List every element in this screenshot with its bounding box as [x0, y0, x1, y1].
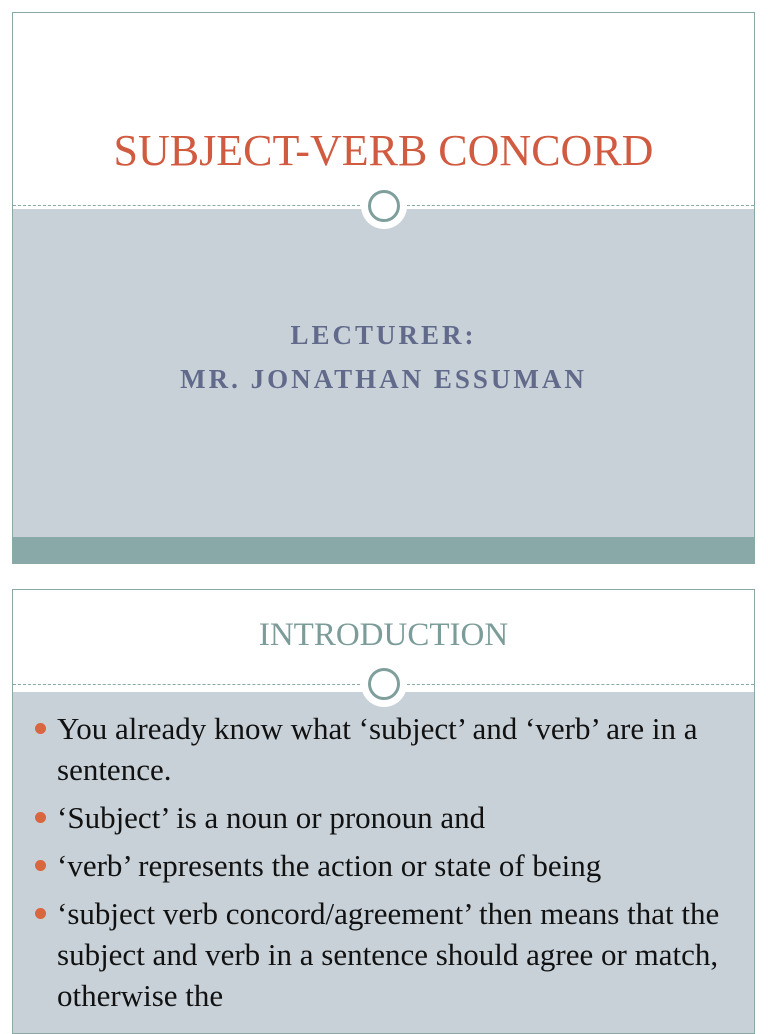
bullet-text: You already know what ‘subject’ and ‘verb’ are in a sentence. [57, 711, 698, 787]
slide-1-title: SUBJECT-VERB CONCORD [113, 126, 654, 175]
bullet-icon [35, 860, 46, 871]
list-item [35, 893, 742, 1016]
bullet-list [35, 708, 742, 1023]
list-item [35, 797, 742, 838]
lecturer-label: LECTURER: [290, 320, 477, 350]
slide-1 [12, 12, 755, 564]
bullet-icon [35, 723, 46, 734]
bullet-text: ‘Subject’ is a noun or pronoun and [57, 800, 486, 835]
ring-ornament-icon [361, 183, 407, 229]
bullet-icon [35, 812, 46, 823]
bullet-text: ‘subject verb concord/agreement’ then means that the subject and verb in a sentence should agree or match, otherwise the [57, 896, 720, 1013]
slide-1-title-area [13, 13, 754, 209]
list-item [35, 708, 742, 790]
slide-1-subtitle [13, 313, 754, 401]
slide-2-title: INTRODUCTION [258, 617, 509, 653]
slide-2 [12, 589, 755, 1034]
ring-ornament-icon [361, 661, 407, 707]
bullet-text: ‘verb’ represents the action or state of being [57, 848, 602, 883]
list-item [35, 845, 742, 886]
slide-1-bottom-band [13, 537, 754, 563]
bullet-icon [35, 908, 46, 919]
lecturer-name: MR. JONATHAN ESSUMAN [180, 364, 587, 394]
